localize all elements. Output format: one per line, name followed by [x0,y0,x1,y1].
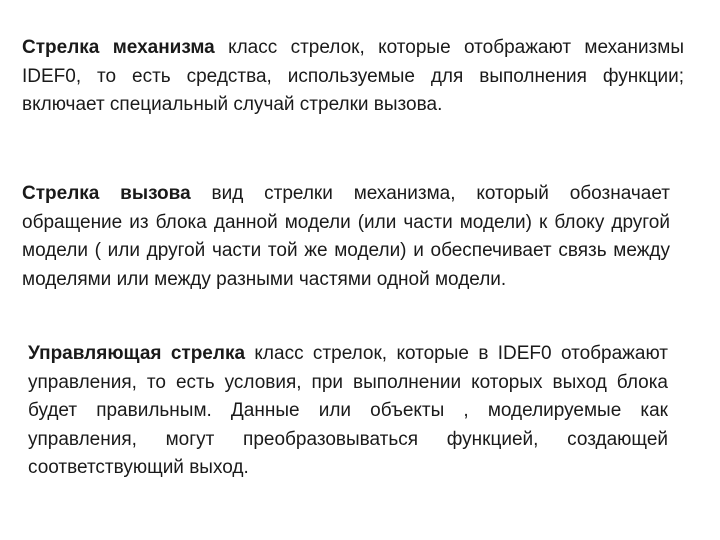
definition-call-arrow [22,180,670,294]
definition-mechanism-arrow-text: класс стрелок, которые отображают механизмы IDEF0, то есть средства, используемые для выполнения функции; включает специальный случай стрелки вызова. [22,37,684,115]
definition-control-arrow-text: класс стрелок, которые в IDEF0 отображают управления, то есть условия, при выполнении которых выход блока будет правильным. Данные или объекты , моделируемые как управления, могут преобразовываться функцией, создающей соответствующий выход. [28,343,668,478]
definition-control-arrow [28,340,668,483]
term-mechanism-arrow: Стрелка механизма [22,37,215,58]
definition-call-arrow-text: вид стрелки механизма, который обозначает обращение из блока данной модели (или части модели) к блоку другой модели ( или другой части той же модели) и обеспечивает связь между моделями или между разными частями одной модели. [22,183,670,290]
definition-mechanism-arrow [22,34,684,120]
term-call-arrow: Стрелка вызова [22,183,191,204]
term-control-arrow: Управляющая стрелка [28,343,246,364]
